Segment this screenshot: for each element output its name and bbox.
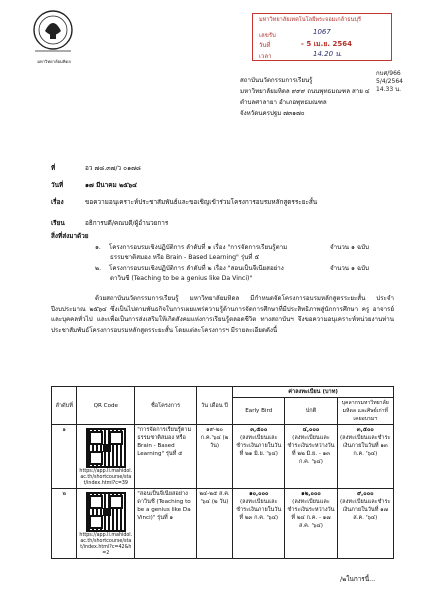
attachment-2 [95, 264, 284, 274]
row-date: ๒๔-๒๕ ส.ค. '๖๔ (๒ วัน) [196, 489, 232, 559]
attachment-1 [95, 243, 287, 253]
attachment-2-qty: จำนวน ๑ ฉบับ [330, 265, 369, 272]
subject-label: เรื่อง [51, 198, 64, 206]
early-note: (ลงทะเบียนและชำระเงินภายในวันที่ ๒๓ ก.ค. '๖๔) [236, 499, 282, 521]
attachment-2-line2: ดาวินชี (Teaching to be a genius like Da Vinci)" [110, 275, 253, 282]
address-line: มหาวิทยาลัยมหิดล ๙๙๙ ถนนพุทธมณฑล สาย ๔ [240, 88, 370, 95]
row-qr-cell [77, 489, 135, 559]
to-line [51, 218, 168, 228]
course-url[interactable]: https://app.li.mahidol.ac.th/shortcourse/stat/index.html?c=42&h=2 [79, 533, 133, 556]
col-staff-header: บุคลากรมหาวิทยาลัยมหิดล และศิษย์เก่าที่เคยอบรมฯ [337, 398, 393, 425]
col-early-header: Early Bird [233, 398, 285, 425]
received-date: 5/4/2564 [376, 78, 403, 85]
ref-label: ที่ [51, 164, 56, 172]
stamp-date-label: วันที่ [259, 42, 271, 49]
col-date-header: วัน เดือน ปี [196, 387, 232, 425]
row-no: ๒ [52, 489, 77, 559]
col-qr-header: QR Code [77, 387, 135, 425]
attachments-label: สิ่งที่ส่งมาด้วย [51, 232, 89, 240]
stamp-no-label: เลขรับ [259, 32, 276, 39]
stamp-no-value: 1067 [313, 28, 331, 36]
col-name-header: ชื่อโครงการ [135, 387, 197, 425]
staff-amount: ๙,๐๐๐ [357, 491, 374, 497]
row-name: "การจัดการเรียนรู้ตามธรรมชาติสมอง หรือ Brain - Based Learning" รุ่นที่ ๕ [135, 425, 197, 489]
ref-value: อว ๗๘.๓๗/ว ๐๑๗๘ [85, 164, 141, 172]
course-table [51, 386, 394, 559]
normal-amount: ๔,๐๐๐ [302, 427, 320, 433]
normal-note: (ลงทะเบียนและชำระเงินระหว่างวันที่ ๒๔ ก.ค. - ๑๗ ส.ค. '๖๔) [287, 499, 335, 529]
to-label: เรียน [51, 219, 65, 227]
normal-amount: ๑๒,๐๐๐ [301, 491, 321, 497]
staff-note: (ลงทะเบียนและชำระเงินภายในวันที่ ๑๗ ส.ค. '๖๔) [340, 499, 391, 521]
row-staff [337, 489, 393, 559]
row-qr-cell [77, 425, 135, 489]
row-date: ๑๙-๒๐ ก.ค.'๖๔ (๒ วัน) [196, 425, 232, 489]
attachment-1-line2: ธรรมชาติสมอง หรือ Brain - Based Learning" รุ่นที่ ๕ [110, 254, 260, 261]
attachment-no: ๒. [95, 265, 102, 272]
address-line: สถาบันนวัตกรรมการเรียนรู้ [240, 77, 313, 84]
table-row [52, 489, 394, 559]
row-early [233, 489, 285, 559]
staff-note: (ลงทะเบียนและชำระเงินภายในวันที่ ๑๓ ก.ค. '๖๔) [340, 435, 391, 457]
col-normal-header: ปกติ [285, 398, 337, 425]
early-note: (ลงทะเบียนและชำระเงินภายในวันที่ ๒๑ มิ.ย. '๖๔) [236, 435, 282, 457]
table-row [52, 425, 394, 489]
row-name: "สอนเป็นจีเนียสอย่างดาวินชี (Teaching to be a genius like Da Vinci)" รุ่นที่ ๑ [135, 489, 197, 559]
university-seal-logo [31, 9, 75, 59]
date-label: วันที่ [51, 181, 64, 189]
attachment-1-qty: จำนวน ๑ ฉบับ [330, 244, 369, 251]
stamp-date-value: - 5 เม.ย. 2564 [301, 40, 352, 48]
received-time: 14.33 น. [376, 86, 402, 93]
row-early [233, 425, 285, 489]
subject-line [51, 197, 317, 207]
to-value: อธิการบดี/คณบดี/ผู้อำนวยการ [85, 219, 169, 227]
subject-value: ขอความอนุเคราะห์ประชาสัมพันธ์และขอเชิญเข้าร่วมโครงการอบรมหลักสูตรระยะสั้น [85, 198, 318, 206]
stamp-time-value: 14.20 น. [313, 50, 343, 58]
row-staff [337, 425, 393, 489]
page-continuation: /๒ในการนี้... [340, 575, 376, 583]
body-paragraph: ด้วยสถาบันนวัตกรรมการเรียนรู้ มหาวิทยาลัยมหิดล มีกำหนดจัดโครงการอบรมหลักสูตรระยะสั้น ประจำปีงบประมาณ ๒๕๖๔ ซึ่งเป็นไปตามพันธกิจในการเผยแพร่ความรู้ด้านการจัดการศึกษาที่มีประสิทธิภาพสู่นักการศึกษา ครู อาจารย์ และบุคคลทั่วไป และเพื่อเป็นการส่งเสริมให้เกิดสังคมแห่งการเรียนรู้ตลอดชีวิต ทางสถาบันฯ จึงขอความอนุเคราะห์หน่วยงานท่านประชาสัมพันธ์โครงการอบรมหลักสูตรระยะสั้น โดยแต่ละโครงการฯ มีรายละเอียดดังนี้ [51, 295, 394, 334]
attachment-text: โครงการอบรมเชิงปฏิบัติการ ลำดับที่ ๑ เรื่อง "การจัดการเรียนรู้ตาม [108, 244, 288, 251]
stamp-time-label: เวลา [259, 53, 272, 60]
address-line: จังหวัดนครปฐม ๗๓๑๗๐ [240, 110, 305, 117]
col-no-header: ลำดับที่ [52, 387, 77, 425]
logo-caption: มหาวิทยาลัยมหิดล [37, 59, 71, 64]
qr-code[interactable] [86, 428, 126, 468]
date-line [51, 180, 137, 190]
date-value: ๑๗ มีนาคม ๒๕๖๔ [85, 181, 137, 189]
staff-amount: ๓,๕๐๐ [356, 427, 374, 433]
early-amount: ๓,๕๐๐ [250, 427, 268, 433]
row-no: ๑ [52, 425, 77, 489]
attachment-no: ๑. [95, 244, 101, 251]
sender-address [240, 75, 390, 119]
received-no: กบศ/966 [376, 70, 401, 77]
ref-line [51, 163, 141, 173]
col-fee-header: ค่าลงทะเบียน (บาท) [233, 387, 394, 398]
attachment-text: โครงการอบรมเชิงปฏิบัติการ ลำดับที่ ๒ เรื่อง "สอนเป็นจีเนียสอย่าง [109, 265, 284, 272]
receiving-stamp [252, 13, 392, 61]
address-line: ตำบลศาลายา อำเภอพุทธมณฑล [240, 99, 327, 106]
normal-note: (ลงทะเบียนและชำระเงินระหว่างวันที่ ๒๒ มิ.ย. - ๑๓ ก.ค. '๖๔) [287, 435, 335, 465]
stamp-title: มหาวิทยาลัยเทคโนโลยีพระจอมเกล้าธนบุรี [259, 17, 362, 23]
qr-code[interactable] [86, 492, 126, 532]
early-amount: ๑๐,๐๐๐ [249, 491, 269, 497]
course-url[interactable]: https://app.li.mahidol.ac.th/shortcourse/stat/index.html?c=39 [79, 469, 133, 486]
row-normal [285, 425, 337, 489]
row-normal [285, 489, 337, 559]
